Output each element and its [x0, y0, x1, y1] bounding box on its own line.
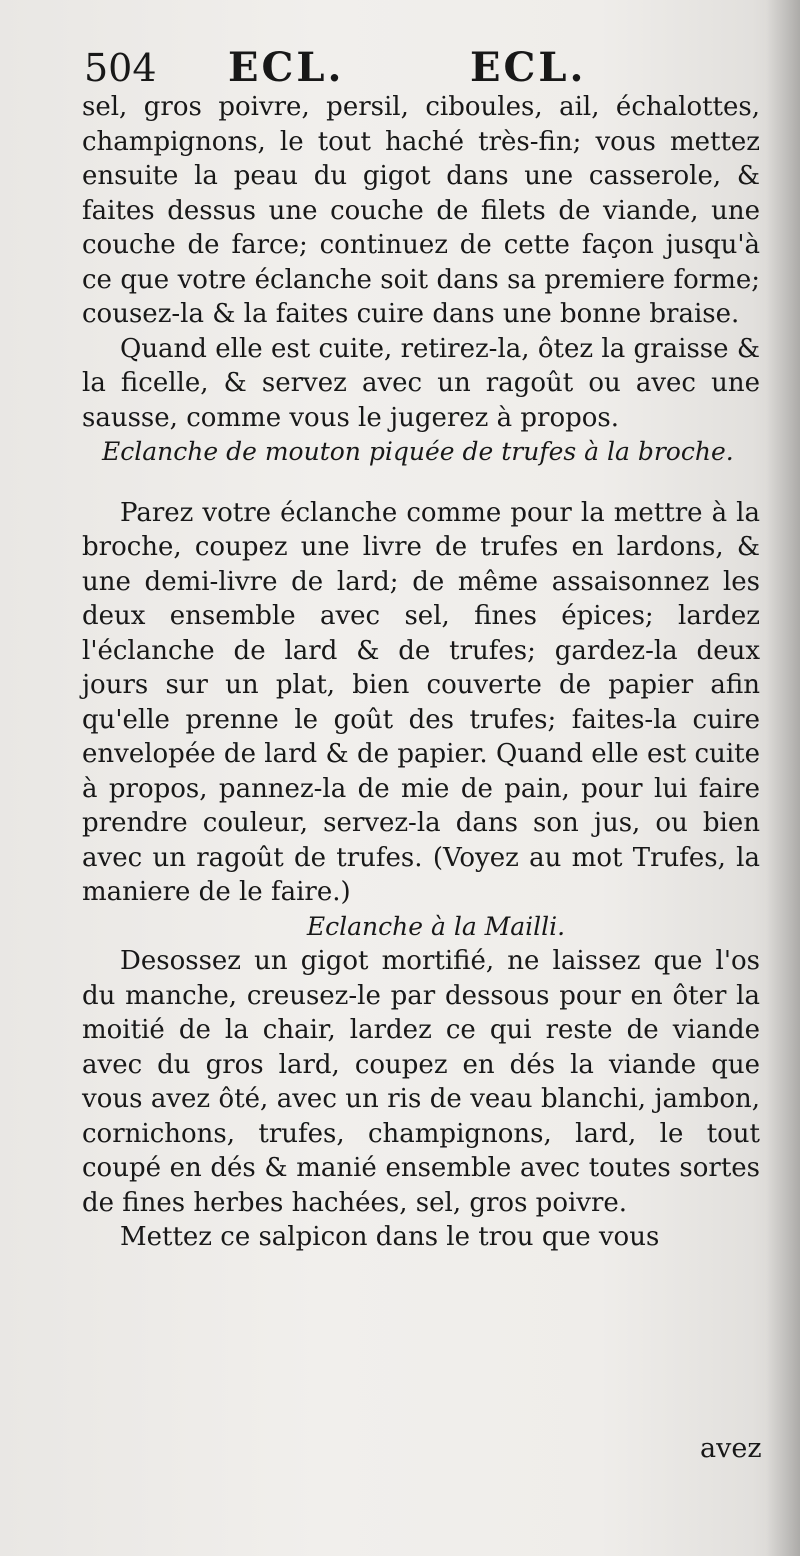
- page-header: [80, 40, 770, 96]
- page-body: [82, 90, 760, 1255]
- recipe-heading-trufes: Eclanche de mouton piquée de trufes à la broche.: [102, 437, 734, 466]
- page-number: 504: [84, 46, 157, 90]
- running-head-right: ECL.: [470, 44, 587, 91]
- recipe-heading-mailli: Eclanche à la Mailli.: [306, 911, 566, 941]
- running-head-left: ECL.: [228, 44, 345, 91]
- paragraph-serving: Quand elle est cuite, retirez-la, ôtez la graisse & la ficelle, & servez avec un ragoût ou avec une sausse, comme vous le jugerez à propos.: [82, 333, 760, 433]
- paragraph-continuation: sel, gros poivre, persil, ciboules, ail, échalottes, champignons, le tout haché très-fin; vous mettez ensuite la peau du gigot dans une casserole, & faites dessus une couche de filets de viande, une couche de farce; continuez de cette façon jusqu'à ce que votre éclanche soit dans sa premiere forme; cousez-la & la faites cuire dans une bonne braise.: [82, 92, 760, 329]
- paragraph-trufes: Parez votre éclanche comme pour la mettre à la broche, coupez une livre de trufes en lardons, & une demi-livre de lard; de même assaisonnez les deux ensemble avec sel, fines épices; lardez l'éclanche de lard & de trufes; gardez-la deux jours sur un plat, bien couverte de papier afin qu'elle prenne le goût des trufes; faites-la cuire envelopée de lard & de papier. Quand elle est cuite à propos, pannez-la de mie de pain, pour lui faire prendre couleur, servez-la dans son jus, ou bien avec un ragoût de trufes. (Voyez au mot Trufes, la maniere de le faire.): [82, 497, 760, 907]
- gutter-shadow: [766, 0, 800, 1556]
- catchword: avez: [700, 1433, 762, 1464]
- paragraph-mailli: Desossez un gigot mortifié, ne laissez que l'os du manche, creusez-le par dessous pour en ôter la moitié de la chair, lardez ce qui reste de viande avec du gros lard, coupez en dés la viande que vous avez ôté, avec un ris de veau blanchi, jambon, cornichons, trufes, champignons, lard, le tout coupé en dés & manié ensemble avec toutes sortes de fines herbes hachées, sel, gros poivre.: [82, 946, 760, 1218]
- paragraph-salpicon: Mettez ce salpicon dans le trou que vous: [120, 1222, 660, 1252]
